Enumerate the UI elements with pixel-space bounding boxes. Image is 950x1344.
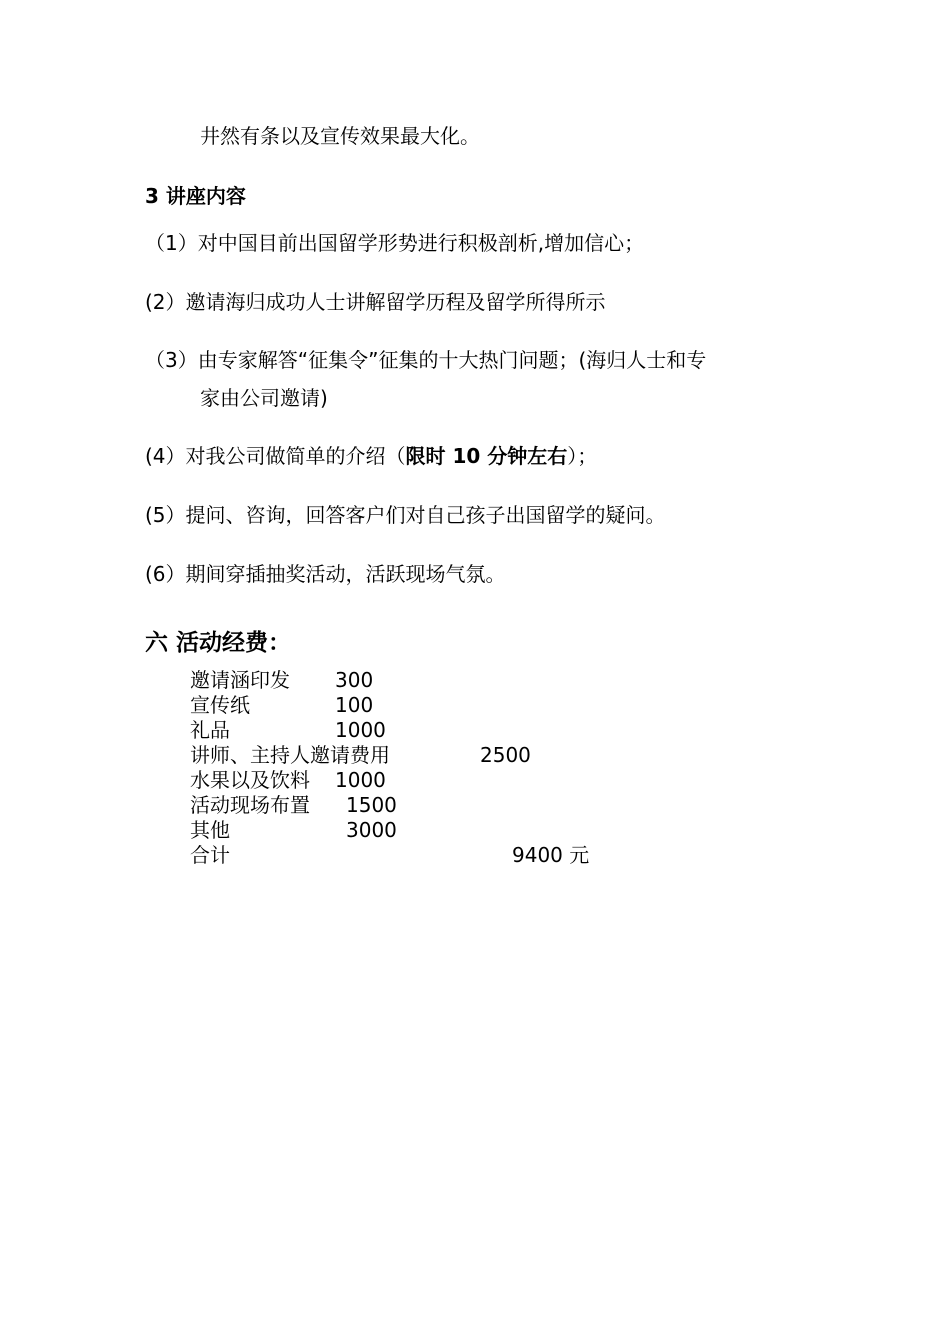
budget-item: 邀请涵印发 (190, 668, 290, 692)
lecture-item-4-bold: 限时 10 分钟左右 (405, 444, 568, 468)
budget-item: 其他 (190, 818, 230, 842)
lecture-item-4-suffix: ）； (567, 444, 598, 468)
lecture-item-3-line-2: 家由公司邀请) (200, 386, 328, 410)
lecture-item-2: (2）邀请海归成功人士讲解留学历程及留学所得所示 (145, 290, 606, 314)
budget-total-label: 合计 (190, 843, 230, 867)
budget-amount: 1000 (335, 718, 386, 742)
budget-item: 讲师、主持人邀请费用 (190, 743, 390, 767)
budget-item: 宣传纸 (190, 693, 250, 717)
continuation-line: 井然有条以及宣传效果最大化。 (200, 124, 480, 148)
budget-amount: 100 (335, 693, 374, 717)
budget-item: 礼品 (190, 718, 230, 742)
lecture-item-4-prefix: (4）对我公司做简单的介绍（ (145, 444, 406, 468)
budget-amount: 3000 (346, 818, 397, 842)
budget-amount: 300 (335, 668, 374, 692)
lecture-item-3-line-1: （3）由专家解答“征集令”征集的十大热门问题；(海归人士和专 (145, 348, 707, 372)
section-3-title: 3 讲座内容 (145, 184, 246, 208)
lecture-item-1: （1）对中国目前出国留学形势进行积极剖析,增加信心； (145, 231, 645, 255)
lecture-item-5: (5）提问、咨询，回答客户们对自己孩子出国留学的疑问。 (145, 503, 666, 527)
section-6-title: 六 活动经费： (145, 630, 292, 656)
lecture-item-4 (145, 442, 597, 470)
budget-amount: 2500 (480, 743, 531, 767)
budget-item: 水果以及饮料 (190, 768, 310, 792)
lecture-item-6: (6）期间穿插抽奖活动，活跃现场气氛。 (145, 562, 506, 586)
budget-total-amount: 9400 元 (512, 843, 590, 867)
budget-amount: 1500 (346, 793, 397, 817)
budget-amount: 1000 (335, 768, 386, 792)
budget-item: 活动现场布置 (190, 793, 310, 817)
